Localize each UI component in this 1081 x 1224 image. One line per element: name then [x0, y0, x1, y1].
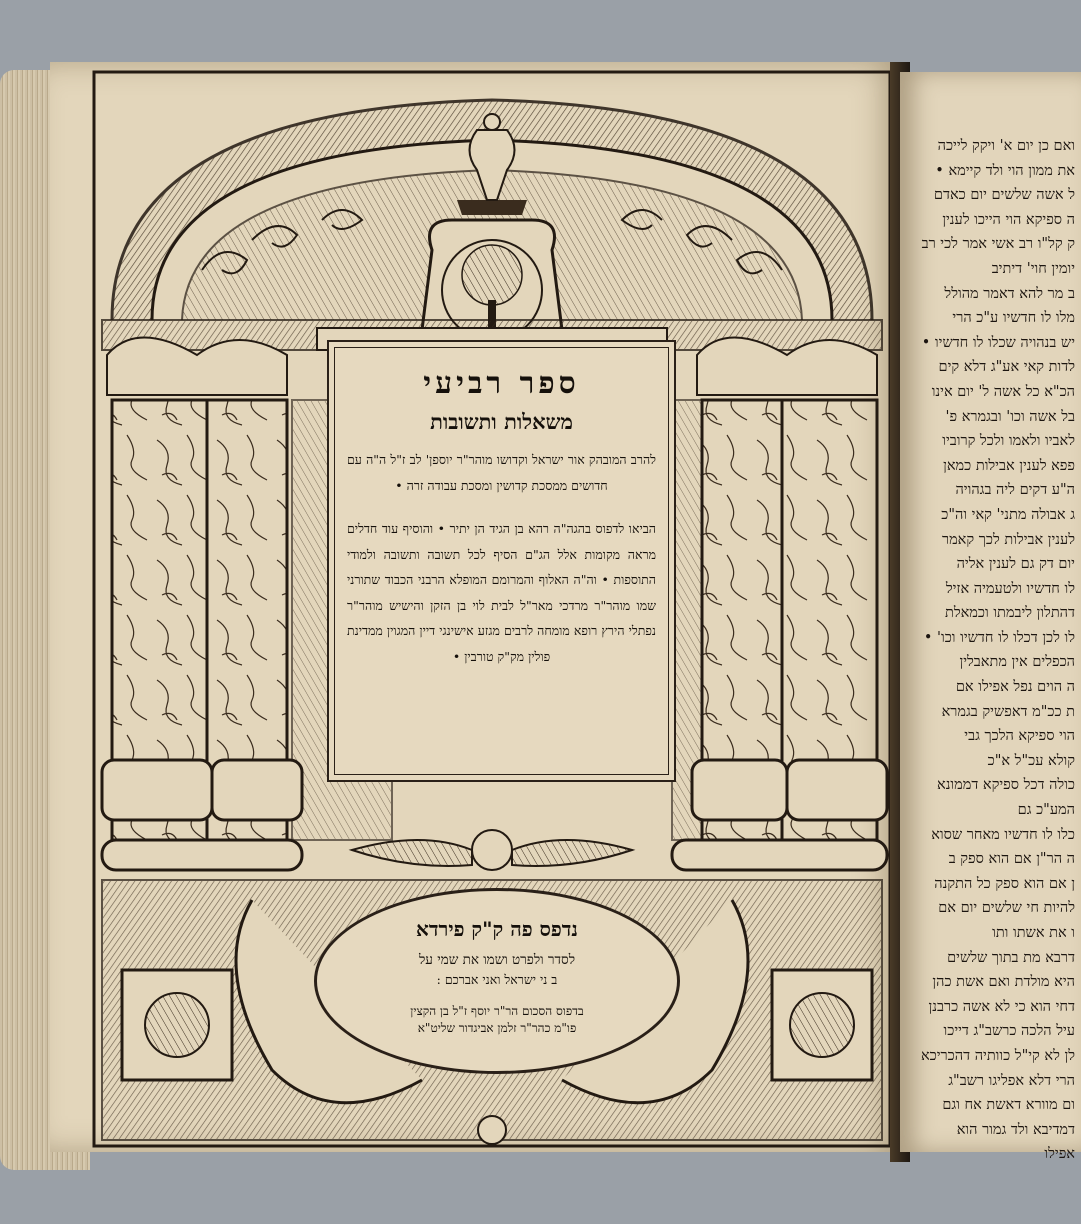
- woodcut-frame: [92, 70, 892, 1148]
- text-line: הכ"א כל אשה ל' יום אינו: [931, 383, 1075, 400]
- text-line: ג אבולה מתני' קאי וה"כ: [941, 506, 1075, 523]
- text-line: ואם כן יום א' ויקק לייכה: [937, 138, 1075, 154]
- title-panel: [327, 340, 676, 782]
- text-line: היא מולדת ואם אשת כהן: [932, 974, 1075, 991]
- text-line: ק קל"ו רב אשי אמר לכי רב: [921, 236, 1075, 253]
- imprint-place: נדפס פה ק"ק פירדא: [416, 917, 578, 941]
- printer-line-1: בדפוס הסכום הר"ר יוסף ז"ל בן הקצין: [410, 1004, 584, 1018]
- editor-paragraph: הביאו לדפוס בהגה"ה רהא בן הגיד הן יתיר • והוסיף עוד חדלים מראה מקומות אלל הג"ם הסיף לכל תשובה ותשובה ולמודי התוספות • וה"ה האלוף והמרומם המופלא הרבני הכבוד שתורני שמו מוהר"ר מרדכי מאר"ל לבית לוי בן הזקן והישיש מוהר"ר נפתלי הירץ רופא מומחה לרבים מגזע אישינגי דיין המגוין ממדינת פולין מק"ק טורבין •: [347, 521, 656, 664]
- book: [0, 62, 1081, 1182]
- text-line: יש בנהויה שכלו לו חדשיו •: [921, 334, 1075, 351]
- author-paragraph: להרב המובהק אור ישראל וקדושו מוהר"ר יוספן' לב ז"ל ה"ה עם חדושים ממסכת קדושין ומסכת עבודה זרה •: [347, 452, 656, 493]
- facing-page-text: [885, 134, 1075, 1167]
- text-line: לן לא קי"ל כוותיה דהכריכא: [920, 1047, 1075, 1064]
- text-line: לדות קאי אע"ג דלא קים: [938, 359, 1075, 376]
- text-line: דמדיבא ולד גמור הוא: [956, 1121, 1075, 1138]
- text-line: ה ספיקא הוי הייכו לענין: [942, 211, 1075, 228]
- imprint-verse-2: ב ני ישראל ואני אברכם :: [436, 972, 558, 987]
- text-line: כולה דכל ספיקא דממונא: [937, 777, 1075, 794]
- text-line: בל אשה וכו' ובגמרא פ': [945, 408, 1075, 425]
- text-line: ום מוורא דאשת אח וגם: [942, 1097, 1075, 1114]
- text-line: ו את אשתו ותו: [992, 925, 1075, 941]
- text-line: עיל הלכה כרשב"ג דייכו: [943, 1023, 1075, 1040]
- text-line: הוי ספיקא הלכך גבי: [964, 728, 1075, 745]
- text-line: מלו לו חדשיו ע"כ הרי: [952, 310, 1075, 327]
- text-line: לו חדשיו ולטעמיה אזיל: [945, 580, 1075, 597]
- text-line: פפא לענין אבילות כמאן: [943, 457, 1075, 474]
- text-line: הכפלים אין מתאבלין: [959, 654, 1075, 671]
- text-line: ה"ע דקים ליה בגהויה: [955, 482, 1075, 499]
- text-line: יום דק גם לענין אליה: [956, 556, 1075, 573]
- text-line: ה הוים נפל אפילו אם: [955, 679, 1075, 696]
- imprint-cartouche: [314, 888, 680, 1074]
- text-line: לענין אבילות לכך קאמר: [941, 531, 1075, 548]
- text-line: ל אשה שלשים יום כאדם: [933, 187, 1075, 204]
- text-line: דרבא מת בתוך שלשים: [947, 949, 1075, 966]
- text-line: דחי הוא כי לא אשה כרבנן: [928, 998, 1075, 1015]
- text-line: את ממון הוי ולד קיימא •: [935, 162, 1075, 179]
- text-line: אפילו: [1044, 1146, 1075, 1163]
- text-line: יומין חוי' דיתיב: [991, 260, 1075, 277]
- text-line: ן אם הוא ספק כל התקנה: [934, 875, 1075, 892]
- text-line: קולא עכ"ל א"כ: [987, 752, 1075, 769]
- book-title: ספר רביעי: [423, 366, 580, 401]
- text-line: הרי דלא אפליגו רשב"ג: [948, 1072, 1075, 1089]
- book-subtitle: משאלות ותשובות: [430, 409, 573, 434]
- facing-page: [900, 72, 1081, 1163]
- printer-line-2: פו"מ כהר"ר זלמן אביגדור שליט"א: [417, 1021, 577, 1035]
- text-line: לו לכן דכלו לו חדשיו וכו' •: [923, 629, 1075, 646]
- text-line: המע"כ גם: [1017, 802, 1075, 819]
- text-line: להיות חי שלשים יום אם: [938, 900, 1075, 917]
- text-line: כלו לו חדשיו מאחר שסוא: [931, 826, 1075, 843]
- text-line: ב מר להא דאמר מהולל: [944, 285, 1075, 302]
- imprint-verse-1: לסדר ולפרט ושמו את שמי על: [418, 952, 576, 968]
- text-line: לאביו ולאמו ולכל קרוביו: [942, 433, 1075, 450]
- text-line: ה הר"ן אם הוא ספק ב: [948, 851, 1075, 868]
- text-line: ת ככ"מ דאפשיק בגמרא: [941, 703, 1075, 720]
- text-line: דהתלון ליבמתו וכמאלת: [944, 605, 1075, 622]
